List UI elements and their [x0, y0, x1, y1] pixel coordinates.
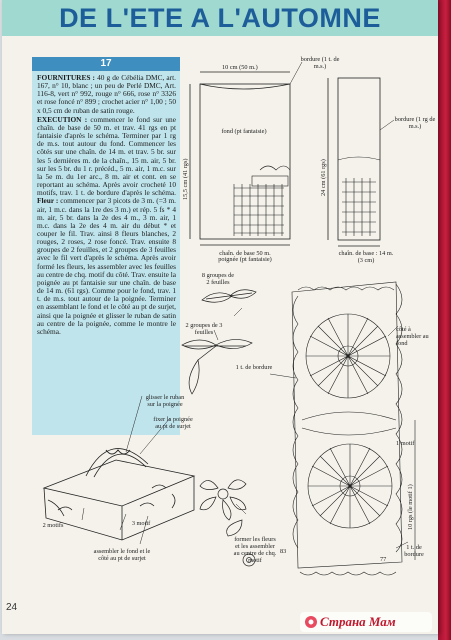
page-number: 24 [6, 602, 18, 613]
watermark [300, 612, 432, 632]
label-chain-poignee: chaîn. de base : 14 m. (3 cm) [338, 250, 394, 264]
label-groupes-2: 8 groupes de 2 feuilles [201, 272, 235, 286]
chart-motif-lower [308, 444, 392, 528]
label-bordure-top: bordure (1 t. de m.s.) [300, 56, 340, 70]
label-poignee: poignée (pt fantaisie) [218, 256, 272, 263]
label-fond: fond (pt fantaisie) [221, 128, 267, 135]
poignee-diagram [338, 78, 380, 240]
label-poignee-height: 24 cm (61 rgs) [320, 159, 327, 196]
magazine-page [2, 0, 438, 634]
label-fond-width: 10 cm (50 m.) [222, 64, 258, 71]
side-chart [292, 282, 402, 575]
label-fixer: fixer la poignée au pt de surjet [153, 416, 193, 430]
chart-motif-upper [306, 314, 390, 398]
pattern-number: 17 [32, 57, 180, 71]
label-former: former les fleurs et les assembler au centre de chq. motif [233, 536, 277, 564]
label-bordure-right: bordure (1 rg de m.s.) [394, 116, 436, 130]
leaves-group-2 [202, 290, 256, 303]
execution-heading: EXECUTION : [37, 114, 88, 124]
label-motif-3: 3 motif [131, 520, 151, 527]
watermark-text: Страна Мам [320, 614, 396, 629]
fleur-heading: Fleur : [37, 196, 59, 206]
label-motifs-2: 2 motifs [42, 522, 64, 529]
label-bordure-bottom: 1 t. de bordure [404, 544, 424, 558]
label-groupes-3: 2 groupes de 3 feuilles [185, 322, 223, 336]
poignee-stitch-pattern [338, 157, 380, 236]
label-assembler: assembler le fond et le côté au pt de surjet [93, 548, 151, 562]
label-fond-height: 15,5 cm (41 rgs) [182, 158, 189, 200]
label-row-77: 77 [380, 556, 387, 563]
fond-diagram [200, 84, 290, 239]
fond-stitch-pattern [234, 166, 290, 236]
label-glisser: glisser le ruban sur la poignée [145, 394, 185, 408]
crochet-diagrams [2, 0, 438, 634]
label-row-83: 83 [280, 548, 287, 555]
fournitures-heading: FOURNITURES : [37, 73, 95, 82]
label-chain-fond: chaîn. de base 50 m. [219, 250, 271, 257]
fleur-text: commencer par 3 picots de 3 m. (=3 m. air, 1 m.c. dans la 1re des 3 m.) et rép. 5 fs * 4 m. air, 5 br. dans la 2e des 4 m., 3 m. air, 1 m.c. dans la 2e des 4 m. air du début * et couper le fil. Trav. ainsi 8 fleurs blanches, 2 rouges, 2 roses, 2 rose foncé. Trav. ensuite 8 groupes de 2 feuilles, et 2 groupes de 3 feuilles avec le fil vert d'après le schéma. Après avoir formé les fleurs, les assembler avec les feuilles au centre de chq. motif du côté. Trav. ensuite la poignée au pt fantaisie sur une chaîn. de base de 14 m. (61 rgs). Comme pour le fond, trav. 1 t. de m.s. tout autour de la poignée. Terminer en assemblant le fond et le côté au pt de surjet, ainsi que la poignée et glisser le ruban de satin au centre de la poignée, comme le montre le schéma. [37, 196, 177, 336]
label-bordure-one: 1 t. de bordure [235, 364, 273, 371]
label-cote: côté à assembler au fond [396, 326, 429, 347]
page-title: DE L'ETE A L'AUTOMNE [59, 3, 381, 33]
execution-text: commencer le fond sur une chaîn. de base de 50 m. et trav. 41 rgs en pt fantaisie d'après le schéma. Terminer par 1 rg de m.s. tout autour du fond. Commencer les côtés sur une chaîn. de 14 m. et trav. 5 br. sur les 5 dernières m. de la chaîn., 15 m. air, 5 br. sur les 5 br. du 1 r. précéd., 5 m. air, 1 m.c. sur la 5e m. du 1er arc., 8 m. air et cont. en se reportant au schéma. Après avoir crocheté 10 motifs, trav. 1 t. de bordure d'après le schéma. [37, 114, 176, 198]
label-motif-dim: 10 rgs (le motif 1) [407, 484, 414, 530]
fond-top-curve [200, 84, 290, 89]
strana-mam-logo-icon [304, 615, 318, 629]
fournitures-text: 40 g de Cébélia DMC, art. 167, n° 10, blanc ; un peu de Perlé DMC, Art. 116-8, vert n° 992, rouge n° 666, rose n° 3326 et rose foncé n° 899 ; crochet acier n° 1,00 ; 50 x 0,5 cm de ruban de satin rouge. [37, 73, 176, 115]
magazine-spine [438, 0, 451, 640]
label-motif-1: 1 motif [396, 440, 415, 447]
